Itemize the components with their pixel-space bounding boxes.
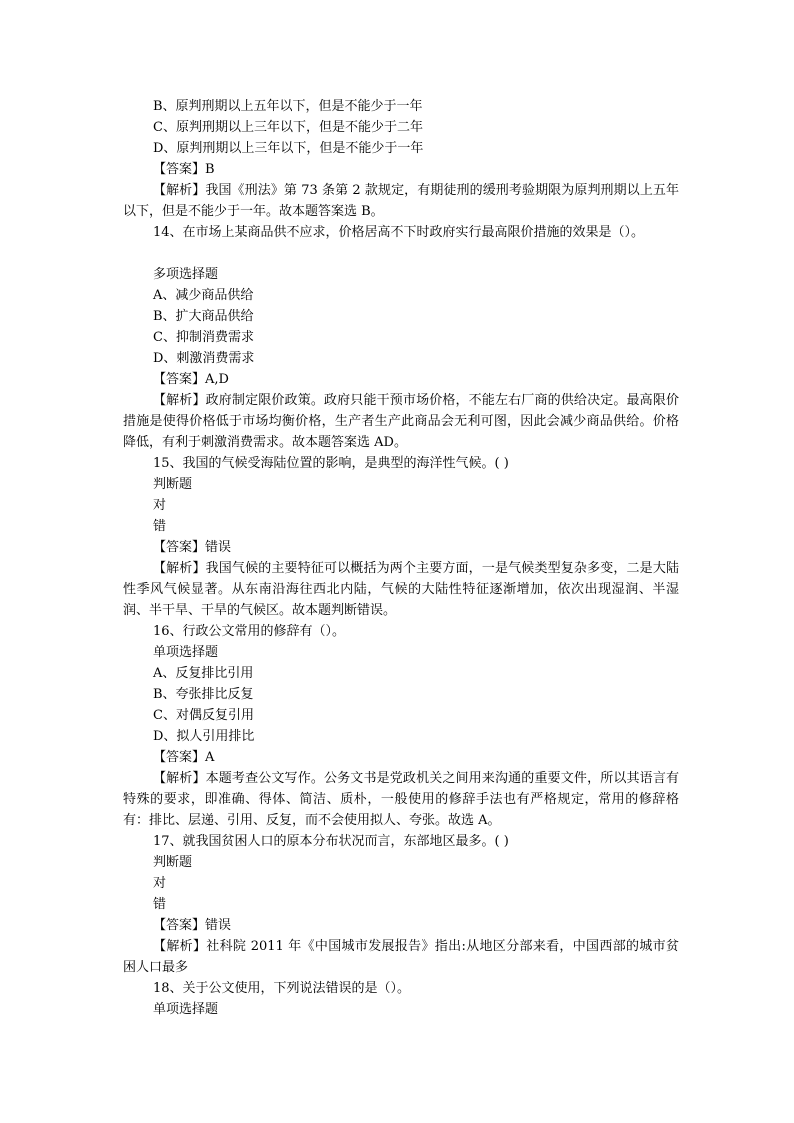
q13-option-c: C、原判刑期以上三年以下，但是不能少于二年	[153, 120, 423, 135]
q17-analysis: 【解析】社科院 2011 年《中国城市发展报告》指出:从地区分部来看，中国西部的城市贫困人口最多	[123, 939, 679, 975]
q14-option-c: C、抑制消费需求	[153, 330, 254, 345]
q14-option-b: B、扩大商品供给	[153, 309, 254, 324]
q16-option-c: C、对偶反复引用	[153, 708, 254, 723]
q18-type: 单项选择题	[153, 1002, 219, 1017]
q16-option-b: B、夸张排比反复	[153, 687, 254, 702]
q14-answer: 【答案】A,D	[153, 372, 229, 387]
q13-option-b: B、原判刑期以上五年以下，但是不能少于一年	[153, 99, 423, 114]
q15-option-false: 错	[153, 519, 167, 534]
q13-analysis: 【解析】我国《刑法》第 73 条第 2 款规定，有期徒刑的缓刑考验期限为原判刑期以上五年以下，但是不能少于一年。故本题答案选 B。	[123, 183, 679, 219]
q16-option-d: D、拟人引用排比	[153, 729, 255, 744]
q17-option-true: 对	[153, 876, 167, 891]
q16-question: 16、行政公文常用的修辞有（）。	[153, 624, 346, 639]
q13-answer: 【答案】B	[153, 162, 215, 177]
q16-answer: 【答案】A	[153, 750, 215, 765]
q15-question: 15、我国的气候受海陆位置的影响，是典型的海洋性气候。( )	[153, 456, 509, 471]
q16-type: 单项选择题	[153, 645, 219, 660]
q18-question: 18、关于公文使用，下列说法错误的是（）。	[153, 981, 411, 996]
q14-question: 14、在市场上某商品供不应求，价格居高不下时政府实行最高限价措施的效果是（）。	[153, 225, 645, 240]
blank-line	[123, 243, 679, 264]
document-body	[123, 96, 679, 1020]
q15-type: 判断题	[153, 477, 193, 492]
q15-option-true: 对	[153, 498, 167, 513]
q16-option-a: A、反复排比引用	[153, 666, 254, 681]
q17-question: 17、就我国贫困人口的原本分布状况而言，东部地区最多。( )	[153, 834, 509, 849]
q14-analysis: 【解析】政府制定限价政策。政府只能干预市场价格，不能左右厂商的供给决定。最高限价措施是使得价格低于市场均衡价格，生产者生产此商品会无利可图，因此会减少商品供给。价格降低，有利于刺激消费需求。故本题答案选 AD。	[123, 393, 679, 450]
q16-analysis: 【解析】本题考查公文写作。公务文书是党政机关之间用来沟通的重要文件，所以其语言有特殊的要求，即准确、得体、简洁、质朴，一般使用的修辞手法也有严格规定，常用的修辞格有：排比、层递、引用、反复，而不会使用拟人、夸张。故选 A。	[123, 771, 679, 828]
q15-answer: 【答案】错误	[153, 540, 232, 555]
q15-analysis: 【解析】我国气候的主要特征可以概括为两个主要方面，一是气候类型复杂多变，二是大陆性季风气候显著。从东南沿海往西北内陆，气候的大陆性特征逐渐增加，依次出现湿润、半湿润、半干旱、干旱的气候区。故本题判断错误。	[123, 561, 679, 618]
q17-option-false: 错	[153, 897, 167, 912]
q14-option-d: D、刺激消费需求	[153, 351, 255, 366]
q14-option-a: A、减少商品供给	[153, 288, 254, 303]
q13-option-d: D、原判刑期以上三年以下，但是不能少于一年	[153, 141, 424, 156]
q17-answer: 【答案】错误	[153, 918, 232, 933]
q14-type: 多项选择题	[153, 267, 219, 282]
q17-type: 判断题	[153, 855, 193, 870]
